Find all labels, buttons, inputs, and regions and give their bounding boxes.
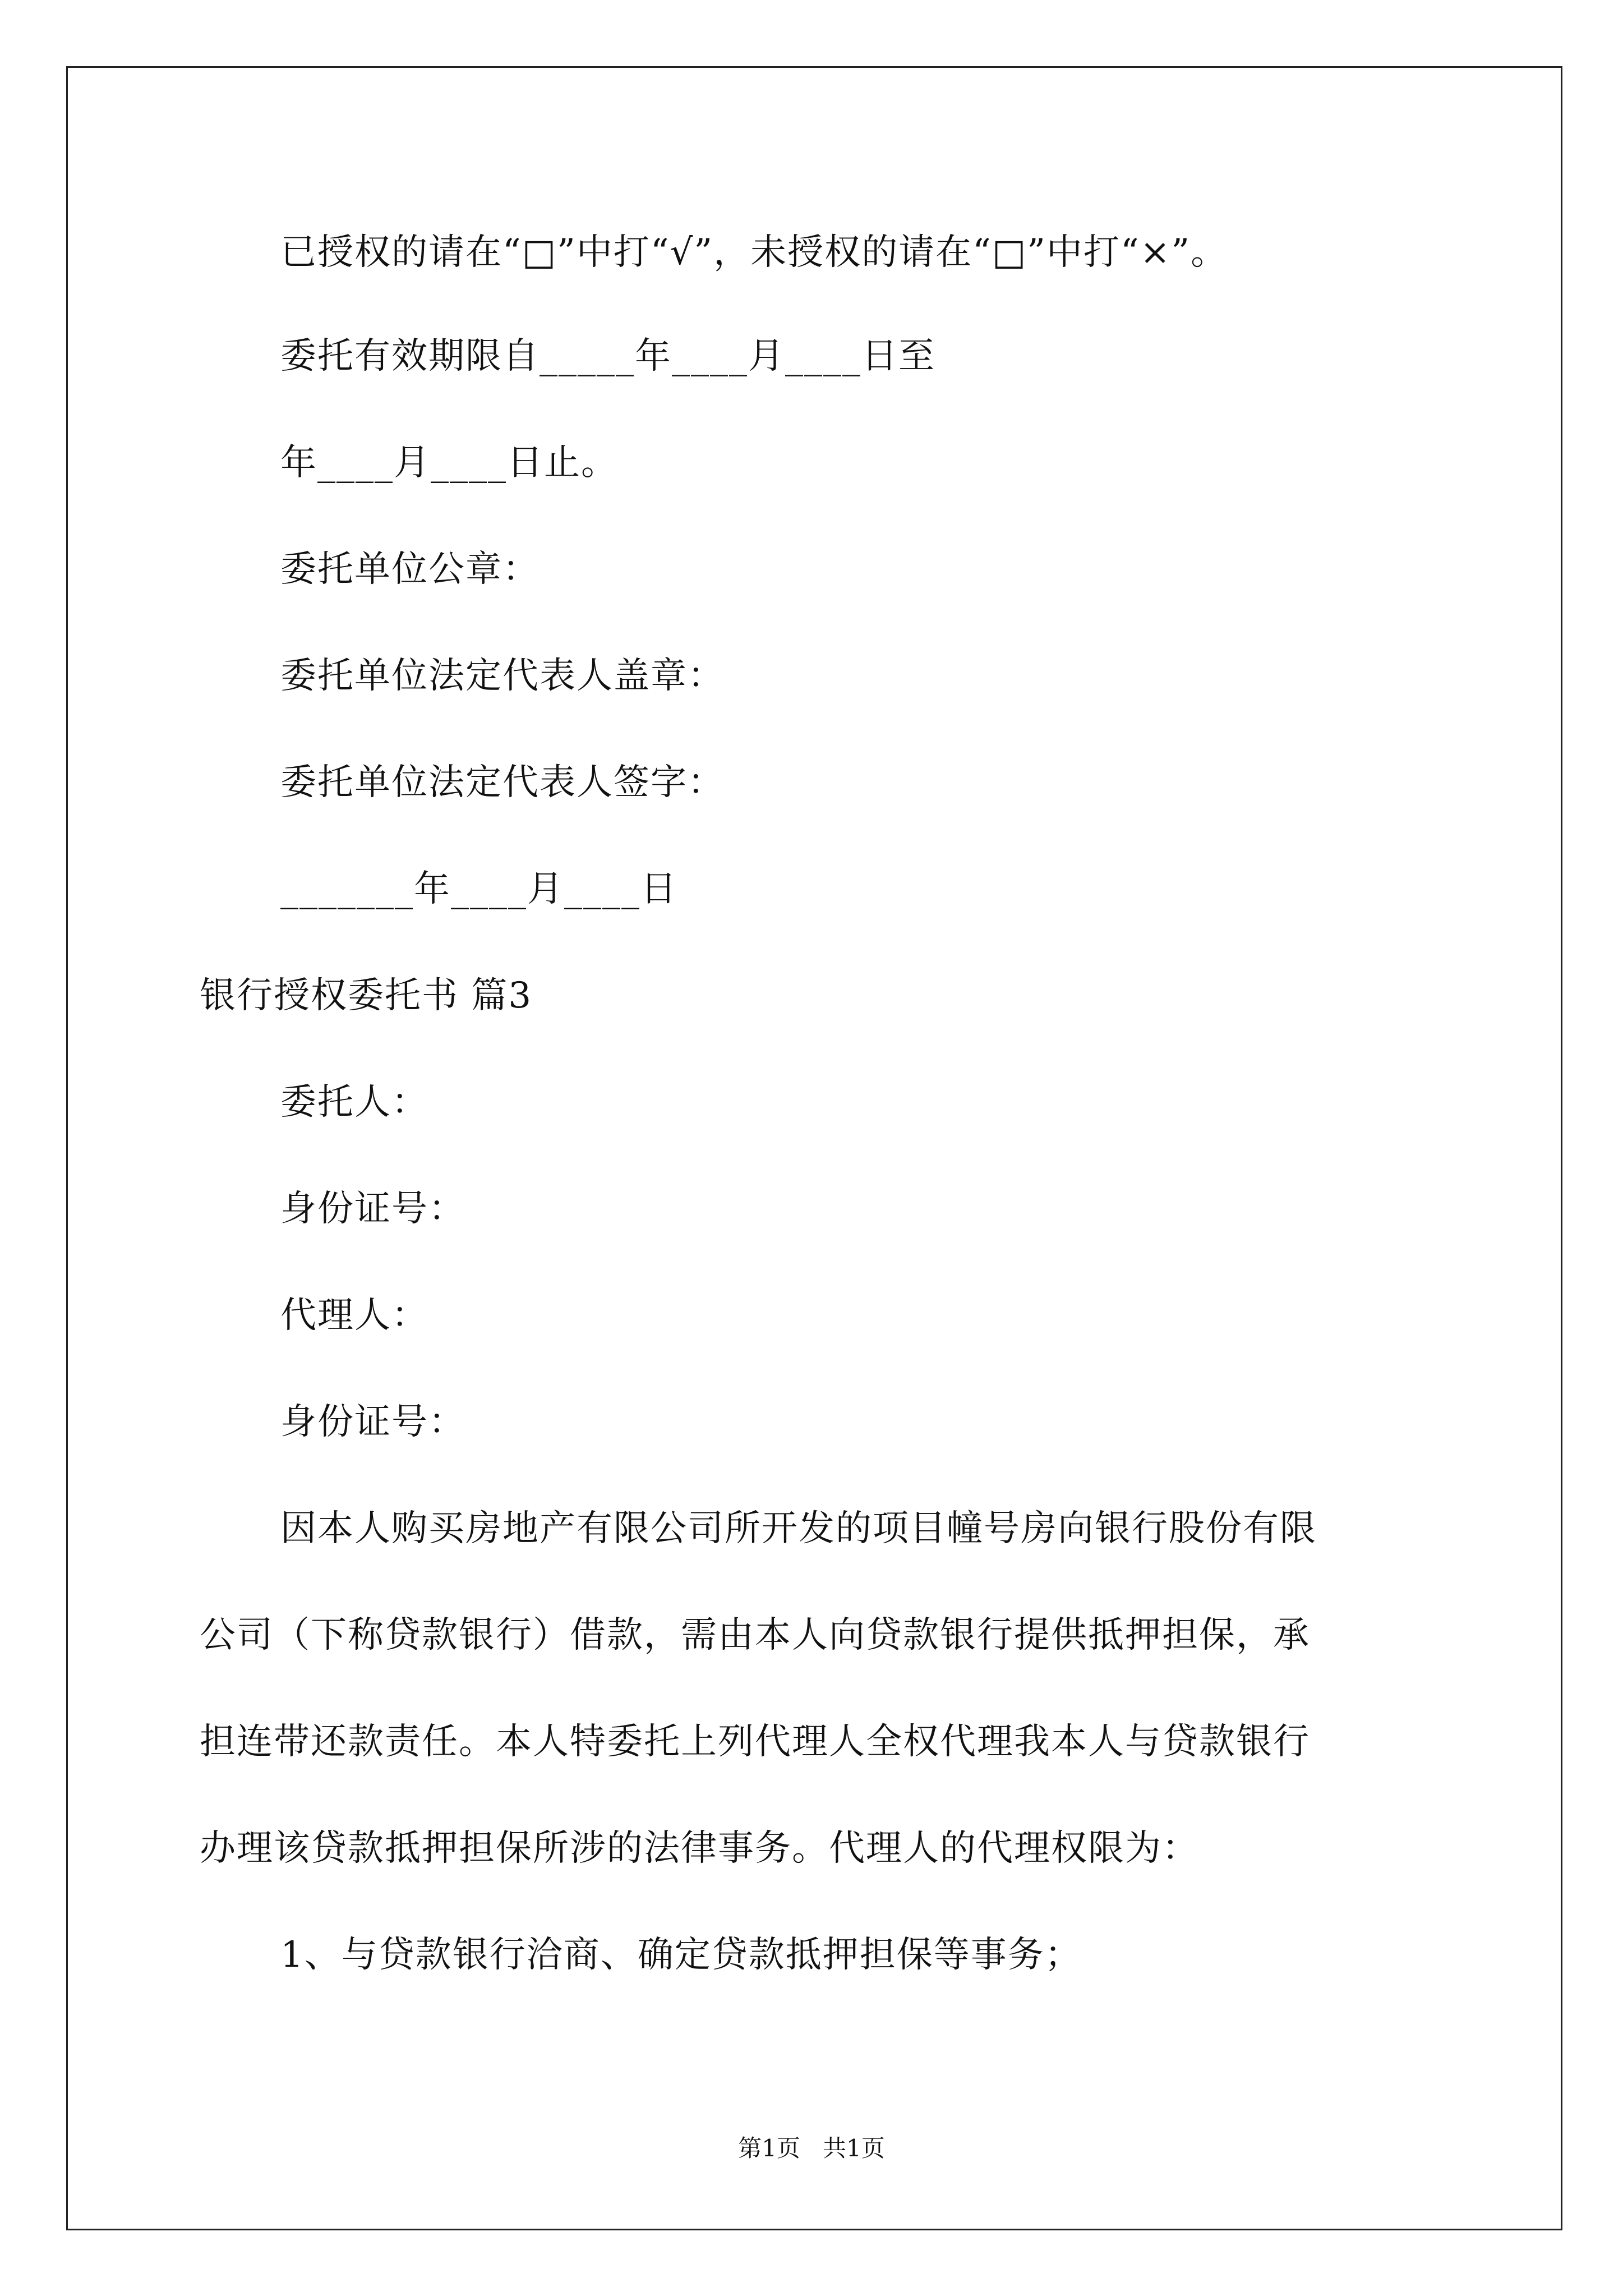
page-footer: 第1页 共1页 <box>738 2134 885 2162</box>
agent-id-label: 身份证号： <box>280 1401 465 1443</box>
date-line: _______年____月____日 <box>280 868 677 910</box>
authority-item-1: 1、与贷款银行洽商、确定贷款抵押担保等事务； <box>280 1934 1082 1976</box>
unit-seal-label: 委托单位公章： <box>280 549 540 590</box>
section-heading: 银行授权委托书 篇3 <box>200 975 533 1016</box>
principal-label: 委托人： <box>280 1082 428 1123</box>
page-border <box>66 66 1562 2230</box>
legal-rep-seal-label: 委托单位法定代表人盖章： <box>280 655 725 697</box>
validity-period-start: 委托有效期限自_____年____月____日至 <box>280 335 935 377</box>
validity-period-end: 年____月____日止。 <box>280 442 618 484</box>
body-paragraph-line-2: 公司（下称贷款银行）借款，需由本人向贷款银行提供抵押担保，承 <box>200 1614 1310 1656</box>
principal-id-label: 身份证号： <box>280 1188 465 1230</box>
body-paragraph-line-4: 办理该贷款抵押担保所涉的法律事务。代理人的代理权限为： <box>200 1828 1199 1869</box>
agent-label: 代理人： <box>280 1295 428 1336</box>
body-paragraph-line-1: 因本人购买房地产有限公司所开发的项目幢号房向银行股份有限 <box>280 1508 1317 1549</box>
legal-rep-signature-label: 委托单位法定代表人签字： <box>280 762 725 803</box>
body-paragraph-line-3: 担连带还款责任。本人特委托上列代理人全权代理我本人与贷款银行 <box>200 1721 1310 1763</box>
authorization-instruction: 已授权的请在“□”中打“√”，未授权的请在“□”中打“×”。 <box>280 232 1228 273</box>
